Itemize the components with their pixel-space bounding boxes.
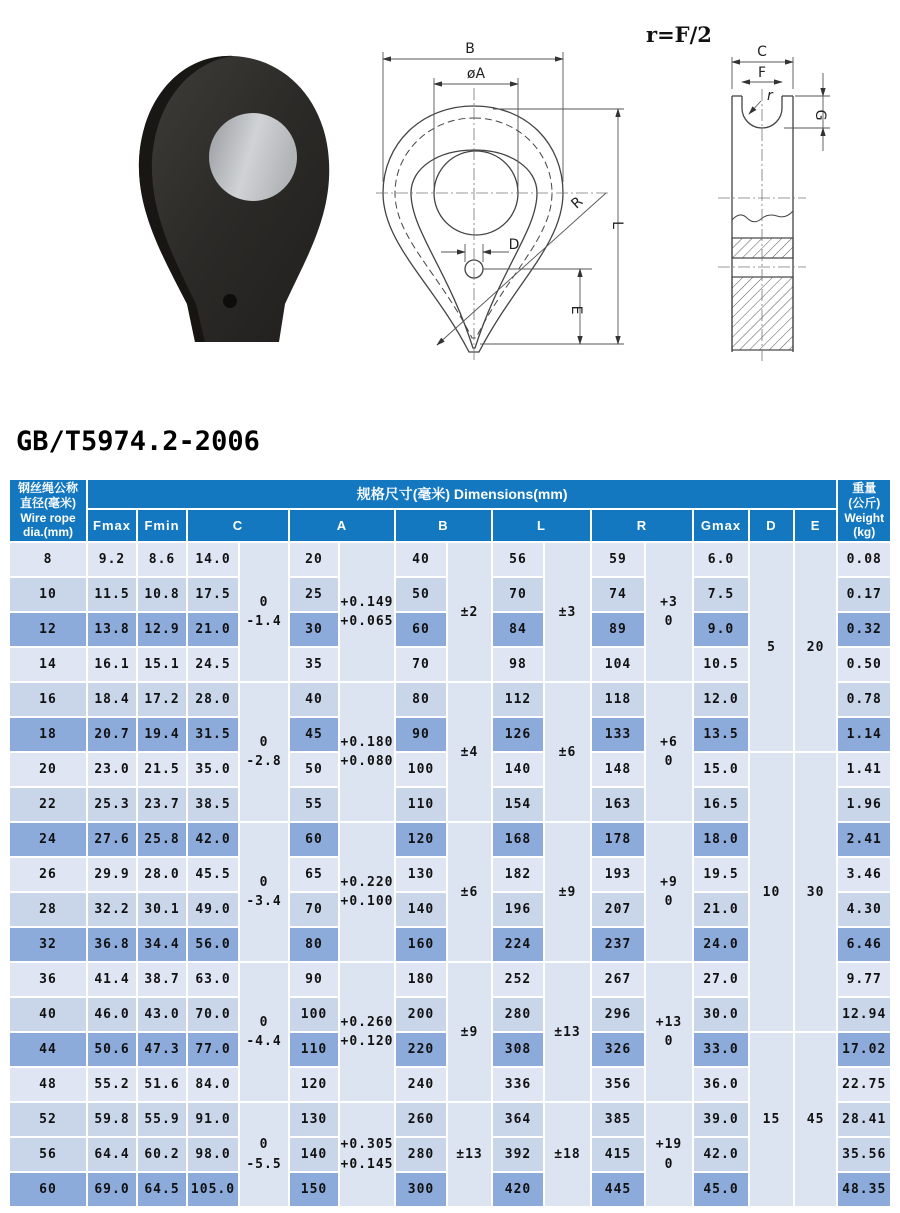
cell-c-48: 84.0 bbox=[188, 1068, 238, 1101]
cell-fmin-24: 25.8 bbox=[138, 823, 186, 856]
cell-fmin-12: 12.9 bbox=[138, 613, 186, 646]
cell-l-12: 84 bbox=[493, 613, 543, 646]
cell-fmax-28: 32.2 bbox=[88, 893, 136, 926]
header-weight-line1: 重量 bbox=[852, 481, 877, 496]
header-weight-line3: Weight bbox=[844, 510, 885, 525]
header-wire-rope-dia bbox=[10, 480, 86, 541]
cell-dia-18: 18 bbox=[10, 718, 86, 751]
label-G: G bbox=[812, 109, 828, 121]
cell-r-48: 356 bbox=[592, 1068, 644, 1101]
cell-fmin-32: 34.4 bbox=[138, 928, 186, 961]
cell-fmin-26: 28.0 bbox=[138, 858, 186, 891]
cell-fmin-44: 47.3 bbox=[138, 1033, 186, 1066]
label-A: øA bbox=[466, 66, 486, 82]
cell-gmax-60: 45.0 bbox=[694, 1173, 748, 1206]
cell-r-18: 133 bbox=[592, 718, 644, 751]
cell-a-60: 150 bbox=[290, 1173, 338, 1206]
header-col-c: C bbox=[188, 510, 288, 541]
cell-fmax-36: 41.4 bbox=[88, 963, 136, 996]
cell-l-tol-group0: ±3 bbox=[545, 543, 590, 681]
cell-weight-16: 0.78 bbox=[838, 683, 890, 716]
cell-b-28: 140 bbox=[396, 893, 446, 926]
cell-dia-12: 12 bbox=[10, 613, 86, 646]
cell-a-10: 25 bbox=[290, 578, 338, 611]
label-C: C bbox=[757, 44, 767, 60]
break-line bbox=[732, 211, 793, 222]
cell-r-tol-group2: +9 0 bbox=[646, 823, 692, 961]
cell-c-60: 105.0 bbox=[188, 1173, 238, 1206]
cell-dia-56: 56 bbox=[10, 1138, 86, 1171]
thimble-small-hole bbox=[223, 294, 237, 308]
cell-fmax-60: 69.0 bbox=[88, 1173, 136, 1206]
cell-a-18: 45 bbox=[290, 718, 338, 751]
cell-l-26: 182 bbox=[493, 858, 543, 891]
cell-fmin-36: 38.7 bbox=[138, 963, 186, 996]
header-col-a: A bbox=[290, 510, 394, 541]
cell-dia-48: 48 bbox=[10, 1068, 86, 1101]
cell-fmax-8: 9.2 bbox=[88, 543, 136, 576]
cell-c-12: 21.0 bbox=[188, 613, 238, 646]
cell-d-group-start6: 10 bbox=[750, 753, 793, 1031]
cell-c-tol-group4: 0 -5.5 bbox=[240, 1103, 288, 1206]
cell-l-tol-group3: ±13 bbox=[545, 963, 590, 1101]
cell-a-tol-group2: +0.220 +0.100 bbox=[340, 823, 394, 961]
cell-gmax-52: 39.0 bbox=[694, 1103, 748, 1136]
cell-fmax-16: 18.4 bbox=[88, 683, 136, 716]
cell-a-22: 55 bbox=[290, 788, 338, 821]
cell-fmin-10: 10.8 bbox=[138, 578, 186, 611]
cell-l-18: 126 bbox=[493, 718, 543, 751]
cell-weight-8: 0.08 bbox=[838, 543, 890, 576]
header-col-l: L bbox=[493, 510, 590, 541]
cell-c-44: 77.0 bbox=[188, 1033, 238, 1066]
cell-fmax-56: 64.4 bbox=[88, 1138, 136, 1171]
cell-fmax-48: 55.2 bbox=[88, 1068, 136, 1101]
cell-weight-44: 17.02 bbox=[838, 1033, 890, 1066]
cell-c-tol-group2: 0 -3.4 bbox=[240, 823, 288, 961]
cell-a-56: 140 bbox=[290, 1138, 338, 1171]
cell-c-24: 42.0 bbox=[188, 823, 238, 856]
cell-fmax-32: 36.8 bbox=[88, 928, 136, 961]
cell-fmax-20: 23.0 bbox=[88, 753, 136, 786]
cell-dia-16: 16 bbox=[10, 683, 86, 716]
header-col-d: D bbox=[750, 510, 793, 541]
cell-dia-52: 52 bbox=[10, 1103, 86, 1136]
cell-b-52: 260 bbox=[396, 1103, 446, 1136]
cell-b-tol-group4: ±13 bbox=[448, 1103, 491, 1206]
cell-l-28: 196 bbox=[493, 893, 543, 926]
cell-r-40: 296 bbox=[592, 998, 644, 1031]
cell-dia-20: 20 bbox=[10, 753, 86, 786]
cell-fmax-26: 29.9 bbox=[88, 858, 136, 891]
header-col-gmax: Gmax bbox=[694, 510, 748, 541]
hatched-sections bbox=[732, 238, 793, 350]
cell-l-22: 154 bbox=[493, 788, 543, 821]
cell-c-tol-group3: 0 -4.4 bbox=[240, 963, 288, 1101]
cell-fmin-14: 15.1 bbox=[138, 648, 186, 681]
cell-b-36: 180 bbox=[396, 963, 446, 996]
spec-table bbox=[8, 478, 892, 1208]
cell-l-44: 308 bbox=[493, 1033, 543, 1066]
cell-fmin-48: 51.6 bbox=[138, 1068, 186, 1101]
cell-weight-40: 12.94 bbox=[838, 998, 890, 1031]
cell-b-24: 120 bbox=[396, 823, 446, 856]
cell-a-44: 110 bbox=[290, 1033, 338, 1066]
cell-a-24: 60 bbox=[290, 823, 338, 856]
cell-c-56: 98.0 bbox=[188, 1138, 238, 1171]
cell-l-16: 112 bbox=[493, 683, 543, 716]
cell-a-40: 100 bbox=[290, 998, 338, 1031]
cell-fmin-18: 19.4 bbox=[138, 718, 186, 751]
cell-fmin-40: 43.0 bbox=[138, 998, 186, 1031]
spec-table-body bbox=[10, 543, 890, 1206]
cell-b-tol-group1: ±4 bbox=[448, 683, 491, 821]
cell-gmax-22: 16.5 bbox=[694, 788, 748, 821]
spec-row-dia-8 bbox=[10, 543, 890, 576]
cell-weight-18: 1.14 bbox=[838, 718, 890, 751]
cell-b-10: 50 bbox=[396, 578, 446, 611]
cell-dia-14: 14 bbox=[10, 648, 86, 681]
header-col-fmax: Fmax bbox=[88, 510, 136, 541]
front-view-drawing bbox=[352, 22, 652, 367]
cell-c-28: 49.0 bbox=[188, 893, 238, 926]
cell-c-14: 24.5 bbox=[188, 648, 238, 681]
cell-c-tol-group1: 0 -2.8 bbox=[240, 683, 288, 821]
cell-c-tol-group0: 0 -1.4 bbox=[240, 543, 288, 681]
cell-a-tol-group3: +0.260 +0.120 bbox=[340, 963, 394, 1101]
cell-a-12: 30 bbox=[290, 613, 338, 646]
cell-r-tol-group0: +3 0 bbox=[646, 543, 692, 681]
cell-c-8: 14.0 bbox=[188, 543, 238, 576]
cell-weight-24: 2.41 bbox=[838, 823, 890, 856]
cell-fmin-52: 55.9 bbox=[138, 1103, 186, 1136]
cell-b-44: 220 bbox=[396, 1033, 446, 1066]
cell-gmax-44: 33.0 bbox=[694, 1033, 748, 1066]
cell-weight-52: 28.41 bbox=[838, 1103, 890, 1136]
cell-gmax-32: 24.0 bbox=[694, 928, 748, 961]
cell-fmax-22: 25.3 bbox=[88, 788, 136, 821]
label-R: R bbox=[568, 193, 587, 213]
cell-gmax-40: 30.0 bbox=[694, 998, 748, 1031]
cell-l-tol-group1: ±6 bbox=[545, 683, 590, 821]
thimble-hole bbox=[209, 113, 297, 201]
cell-fmax-24: 27.6 bbox=[88, 823, 136, 856]
cell-weight-36: 9.77 bbox=[838, 963, 890, 996]
cell-l-36: 252 bbox=[493, 963, 543, 996]
cell-b-22: 110 bbox=[396, 788, 446, 821]
cell-fmax-40: 46.0 bbox=[88, 998, 136, 1031]
cell-l-14: 98 bbox=[493, 648, 543, 681]
cell-c-22: 38.5 bbox=[188, 788, 238, 821]
cell-weight-60: 48.35 bbox=[838, 1173, 890, 1206]
cell-gmax-56: 42.0 bbox=[694, 1138, 748, 1171]
header-weight-line2: (公斤) bbox=[848, 495, 881, 510]
cell-c-40: 70.0 bbox=[188, 998, 238, 1031]
cell-c-32: 56.0 bbox=[188, 928, 238, 961]
cell-b-12: 60 bbox=[396, 613, 446, 646]
cell-r-tol-group3: +13 0 bbox=[646, 963, 692, 1101]
cell-fmin-8: 8.6 bbox=[138, 543, 186, 576]
cell-gmax-24: 18.0 bbox=[694, 823, 748, 856]
header-col-b: B bbox=[396, 510, 491, 541]
cell-b-tol-group0: ±2 bbox=[448, 543, 491, 681]
cell-r-36: 267 bbox=[592, 963, 644, 996]
cell-c-36: 63.0 bbox=[188, 963, 238, 996]
cell-b-16: 80 bbox=[396, 683, 446, 716]
header-weight bbox=[838, 480, 890, 541]
cell-b-56: 280 bbox=[396, 1138, 446, 1171]
cell-a-16: 40 bbox=[290, 683, 338, 716]
cell-gmax-36: 27.0 bbox=[694, 963, 748, 996]
cell-l-40: 280 bbox=[493, 998, 543, 1031]
cell-b-14: 70 bbox=[396, 648, 446, 681]
cell-r-8: 59 bbox=[592, 543, 644, 576]
cell-weight-48: 22.75 bbox=[838, 1068, 890, 1101]
label-B: B bbox=[465, 41, 475, 57]
cell-r-60: 445 bbox=[592, 1173, 644, 1206]
cell-c-20: 35.0 bbox=[188, 753, 238, 786]
cell-a-26: 65 bbox=[290, 858, 338, 891]
cell-fmax-52: 59.8 bbox=[88, 1103, 136, 1136]
cell-weight-22: 1.96 bbox=[838, 788, 890, 821]
cell-b-32: 160 bbox=[396, 928, 446, 961]
radius-formula: r=F/2 bbox=[646, 22, 712, 47]
cell-e-group-start0: 20 bbox=[795, 543, 836, 751]
header-dia-line1: 钢丝绳公称 bbox=[17, 481, 78, 496]
cell-b-tol-group3: ±9 bbox=[448, 963, 491, 1101]
cell-weight-28: 4.30 bbox=[838, 893, 890, 926]
cell-l-tol-group4: ±18 bbox=[545, 1103, 590, 1206]
cell-weight-20: 1.41 bbox=[838, 753, 890, 786]
cell-dia-10: 10 bbox=[10, 578, 86, 611]
cell-fmin-60: 64.5 bbox=[138, 1173, 186, 1206]
cell-a-tol-group1: +0.180 +0.080 bbox=[340, 683, 394, 821]
cell-dia-44: 44 bbox=[10, 1033, 86, 1066]
cell-fmax-44: 50.6 bbox=[88, 1033, 136, 1066]
cell-gmax-10: 7.5 bbox=[694, 578, 748, 611]
cell-d-group-start0: 5 bbox=[750, 543, 793, 751]
cell-l-56: 392 bbox=[493, 1138, 543, 1171]
cell-d-group-start14: 15 bbox=[750, 1033, 793, 1206]
cell-dia-24: 24 bbox=[10, 823, 86, 856]
cell-r-20: 148 bbox=[592, 753, 644, 786]
cell-l-48: 336 bbox=[493, 1068, 543, 1101]
cell-dia-40: 40 bbox=[10, 998, 86, 1031]
cell-b-tol-group2: ±6 bbox=[448, 823, 491, 961]
cell-l-20: 140 bbox=[493, 753, 543, 786]
cell-b-8: 40 bbox=[396, 543, 446, 576]
label-L: L bbox=[609, 221, 625, 229]
cell-fmin-16: 17.2 bbox=[138, 683, 186, 716]
header-dia-line4: dia.(mm) bbox=[22, 525, 73, 540]
cell-fmin-22: 23.7 bbox=[138, 788, 186, 821]
cell-r-24: 178 bbox=[592, 823, 644, 856]
cell-b-26: 130 bbox=[396, 858, 446, 891]
header-col-fmin: Fmin bbox=[138, 510, 186, 541]
thimble-photo bbox=[133, 52, 333, 347]
cell-a-52: 130 bbox=[290, 1103, 338, 1136]
cell-r-22: 163 bbox=[592, 788, 644, 821]
label-E: E bbox=[568, 305, 584, 315]
cell-gmax-12: 9.0 bbox=[694, 613, 748, 646]
cell-weight-14: 0.50 bbox=[838, 648, 890, 681]
cell-r-10: 74 bbox=[592, 578, 644, 611]
cell-fmax-18: 20.7 bbox=[88, 718, 136, 751]
cell-e-group-start14: 45 bbox=[795, 1033, 836, 1206]
cell-gmax-16: 12.0 bbox=[694, 683, 748, 716]
cell-gmax-18: 13.5 bbox=[694, 718, 748, 751]
cell-fmin-20: 21.5 bbox=[138, 753, 186, 786]
cell-weight-10: 0.17 bbox=[838, 578, 890, 611]
cell-r-32: 237 bbox=[592, 928, 644, 961]
cell-weight-32: 6.46 bbox=[838, 928, 890, 961]
cell-c-10: 17.5 bbox=[188, 578, 238, 611]
cell-a-tol-group4: +0.305 +0.145 bbox=[340, 1103, 394, 1206]
cell-gmax-20: 15.0 bbox=[694, 753, 748, 786]
label-D: D bbox=[508, 237, 520, 253]
cell-fmax-12: 13.8 bbox=[88, 613, 136, 646]
cell-b-40: 200 bbox=[396, 998, 446, 1031]
cell-weight-12: 0.32 bbox=[838, 613, 890, 646]
cell-r-56: 415 bbox=[592, 1138, 644, 1171]
cell-r-44: 326 bbox=[592, 1033, 644, 1066]
r-leader bbox=[749, 101, 761, 114]
cell-dia-8: 8 bbox=[10, 543, 86, 576]
cell-e-group-start6: 30 bbox=[795, 753, 836, 1031]
cell-a-36: 90 bbox=[290, 963, 338, 996]
cell-a-28: 70 bbox=[290, 893, 338, 926]
cell-gmax-28: 21.0 bbox=[694, 893, 748, 926]
cell-b-60: 300 bbox=[396, 1173, 446, 1206]
cell-weight-26: 3.46 bbox=[838, 858, 890, 891]
cell-r-28: 207 bbox=[592, 893, 644, 926]
cell-dia-32: 32 bbox=[10, 928, 86, 961]
cell-fmax-14: 16.1 bbox=[88, 648, 136, 681]
cell-r-52: 385 bbox=[592, 1103, 644, 1136]
cell-r-26: 193 bbox=[592, 858, 644, 891]
standard-title: GB/T5974.2-2006 bbox=[16, 426, 260, 457]
cell-a-32: 80 bbox=[290, 928, 338, 961]
cell-l-tol-group2: ±9 bbox=[545, 823, 590, 961]
section-view-drawing bbox=[688, 15, 873, 365]
cell-a-tol-group0: +0.149 +0.065 bbox=[340, 543, 394, 681]
cell-dia-60: 60 bbox=[10, 1173, 86, 1206]
cell-r-12: 89 bbox=[592, 613, 644, 646]
cell-c-18: 31.5 bbox=[188, 718, 238, 751]
cell-l-24: 168 bbox=[493, 823, 543, 856]
cell-dia-28: 28 bbox=[10, 893, 86, 926]
cell-b-18: 90 bbox=[396, 718, 446, 751]
header-col-r: R bbox=[592, 510, 692, 541]
cell-b-20: 100 bbox=[396, 753, 446, 786]
cell-weight-56: 35.56 bbox=[838, 1138, 890, 1171]
cell-a-20: 50 bbox=[290, 753, 338, 786]
cell-gmax-48: 36.0 bbox=[694, 1068, 748, 1101]
spec-table-header bbox=[10, 480, 890, 541]
cell-c-52: 91.0 bbox=[188, 1103, 238, 1136]
cell-fmin-28: 30.1 bbox=[138, 893, 186, 926]
header-col-e: E bbox=[795, 510, 836, 541]
cell-fmin-56: 60.2 bbox=[138, 1138, 186, 1171]
header-dimensions: 规格尺寸(毫米) Dimensions(mm) bbox=[88, 480, 836, 508]
cell-b-48: 240 bbox=[396, 1068, 446, 1101]
label-F: F bbox=[757, 65, 767, 81]
cell-l-60: 420 bbox=[493, 1173, 543, 1206]
cell-a-14: 35 bbox=[290, 648, 338, 681]
cell-r-tol-group1: +6 0 bbox=[646, 683, 692, 821]
header-dia-line2: 直径(毫米) bbox=[20, 495, 76, 510]
cell-dia-36: 36 bbox=[10, 963, 86, 996]
header-weight-line4: (kg) bbox=[853, 525, 876, 540]
cell-l-8: 56 bbox=[493, 543, 543, 576]
cell-a-48: 120 bbox=[290, 1068, 338, 1101]
cell-dia-26: 26 bbox=[10, 858, 86, 891]
cell-gmax-26: 19.5 bbox=[694, 858, 748, 891]
cell-a-8: 20 bbox=[290, 543, 338, 576]
cell-r-14: 104 bbox=[592, 648, 644, 681]
cell-dia-22: 22 bbox=[10, 788, 86, 821]
cell-c-26: 45.5 bbox=[188, 858, 238, 891]
cell-gmax-14: 10.5 bbox=[694, 648, 748, 681]
label-r: r bbox=[767, 88, 773, 104]
outer-profile bbox=[383, 106, 563, 352]
cell-gmax-8: 6.0 bbox=[694, 543, 748, 576]
cell-l-52: 364 bbox=[493, 1103, 543, 1136]
cell-r-16: 118 bbox=[592, 683, 644, 716]
cell-l-10: 70 bbox=[493, 578, 543, 611]
header-dia-line3: Wire rope bbox=[20, 510, 76, 525]
cell-fmax-10: 11.5 bbox=[88, 578, 136, 611]
cell-l-32: 224 bbox=[493, 928, 543, 961]
cell-c-16: 28.0 bbox=[188, 683, 238, 716]
cell-r-tol-group4: +19 0 bbox=[646, 1103, 692, 1206]
